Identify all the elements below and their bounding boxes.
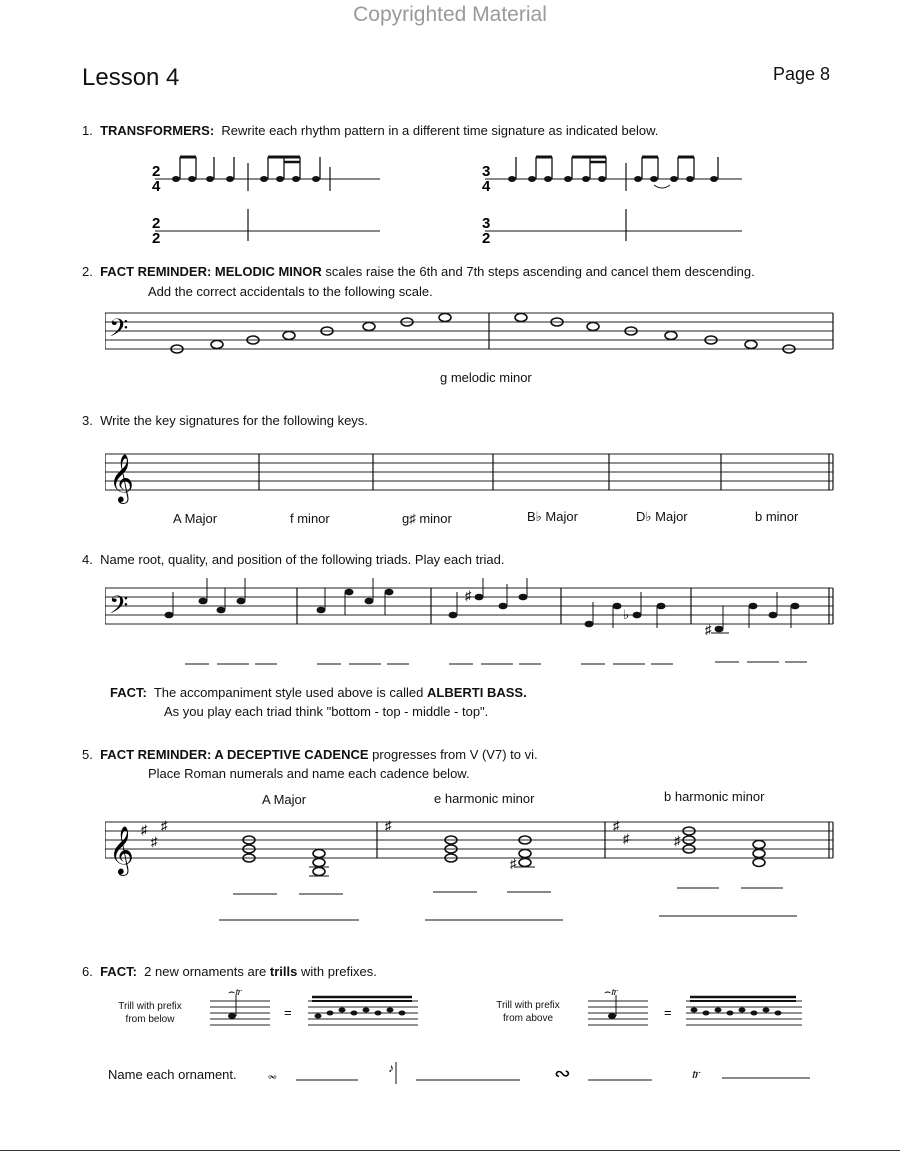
key-label-4: B♭ Major <box>527 509 578 524</box>
rhythm-staves <box>140 145 760 250</box>
cadence-staff <box>105 808 840 930</box>
scale-caption: g melodic minor <box>440 370 532 385</box>
trill-above-caption: Trill with prefix from above <box>496 1000 560 1024</box>
ts-right-bottom-den: 2 <box>482 230 491 247</box>
svg-text:♯: ♯ <box>161 818 168 833</box>
q5-instruction-line2: Place Roman numerals and name each cadence below. <box>148 766 470 781</box>
key-label-1: A Major <box>173 511 218 526</box>
trill-realization-below <box>312 997 412 1019</box>
q6-instruction: 6. FACT: 2 new ornaments are trills with prefixes. <box>82 964 377 979</box>
key-label-2: f minor <box>290 511 330 526</box>
ts-right-top-den: 4 <box>482 178 491 195</box>
q3-instruction: 3. Write the key signatures for the following keys. <box>82 413 368 428</box>
svg-text:♭: ♭ <box>623 607 630 622</box>
svg-text:♯: ♯ <box>510 856 517 871</box>
bass-clef-icon: 𝄢 <box>109 592 129 625</box>
watermark: Copyrighted Material <box>353 3 547 26</box>
cadence-key-3: b harmonic minor <box>664 789 765 804</box>
trill-prefix-above-icon: ⌢𝆖 <box>604 986 618 998</box>
q2-instruction-line2: Add the correct accidentals to the following scale. <box>148 284 433 299</box>
answer-blanks <box>185 662 807 664</box>
ts-right-top-num: 3 <box>482 163 491 180</box>
cadence-key-1: A Major <box>262 792 307 807</box>
svg-text:♯: ♯ <box>623 831 630 846</box>
svg-text:♯: ♯ <box>465 588 472 603</box>
key-label-3: g♯ minor <box>402 511 452 526</box>
svg-text:♯: ♯ <box>613 818 620 833</box>
svg-text:♯: ♯ <box>141 822 148 837</box>
q4-fact: FACT: The accompaniment style used above is called ALBERTI BASS. <box>110 685 527 700</box>
g-melodic-minor-staff <box>105 305 840 367</box>
turn-icon: ∾ <box>554 1063 571 1085</box>
svg-text:♯: ♯ <box>705 622 712 637</box>
page-title: Lesson 4 <box>82 64 180 91</box>
ts-left-top-num: 2 <box>152 163 161 180</box>
svg-text:♯: ♯ <box>385 818 392 833</box>
ornament-prompt: Name each ornament. <box>108 1067 237 1082</box>
key-label-6: b minor <box>755 509 799 524</box>
ts-left-bottom-num: 2 <box>152 215 161 232</box>
key-label-5: D♭ Major <box>636 509 688 524</box>
alberti-bass-staff <box>105 578 840 673</box>
ornament-name-row <box>262 1052 822 1092</box>
svg-text:♯: ♯ <box>151 834 158 849</box>
rhythm-right-notes <box>508 157 718 188</box>
cadence-chords <box>243 827 765 876</box>
q4-fact-line2: As you play each triad think "bottom - top - middle - top". <box>164 704 489 719</box>
page-edge <box>0 1150 900 1165</box>
rhythm-left-notes <box>172 157 320 182</box>
svg-text:♯: ♯ <box>674 833 681 848</box>
trill-examples <box>200 985 820 1045</box>
trill-below-caption: Trill with prefix from below <box>118 1001 182 1025</box>
q4-instruction: 4. Name root, quality, and position of the following triads. Play each triad. <box>82 552 505 567</box>
ts-left-top-den: 4 <box>152 178 161 195</box>
q2-instruction: 2. FACT REMINDER: MELODIC MINOR scales raise the 6th and 7th steps ascending and cancel them descending. <box>82 264 755 279</box>
trill-prefix-below-icon: ⌢𝆖 <box>228 986 242 998</box>
scale-notes <box>171 314 795 354</box>
q1-instruction: 1. TRANSFORMERS: Rewrite each rhythm pattern in a different time signature as indicated below. <box>82 123 659 138</box>
treble-clef-icon: 𝄞 <box>109 454 134 501</box>
treble-clef-icon: 𝄞 <box>109 826 134 873</box>
grace-note-icon: ♪ <box>388 1061 394 1075</box>
q5-instruction: 5. FACT REMINDER: A DECEPTIVE CADENCE progresses from V (V7) to vi. <box>82 747 538 762</box>
key-signature-staff <box>105 440 840 510</box>
mordent-icon: 𝆗 <box>268 1067 277 1084</box>
ts-left-bottom-den: 2 <box>152 230 161 247</box>
equals-2: = <box>664 1005 672 1020</box>
ts-right-bottom-num: 3 <box>482 215 491 232</box>
equals-1: = <box>284 1005 292 1020</box>
cadence-blanks <box>219 888 797 920</box>
bass-clef-icon: 𝄢 <box>109 315 129 348</box>
cadence-key-2: e harmonic minor <box>434 791 535 806</box>
trill-icon: 𝆖 <box>692 1065 700 1081</box>
page-number: Page 8 <box>772 64 830 84</box>
alberti-notes <box>165 578 800 637</box>
